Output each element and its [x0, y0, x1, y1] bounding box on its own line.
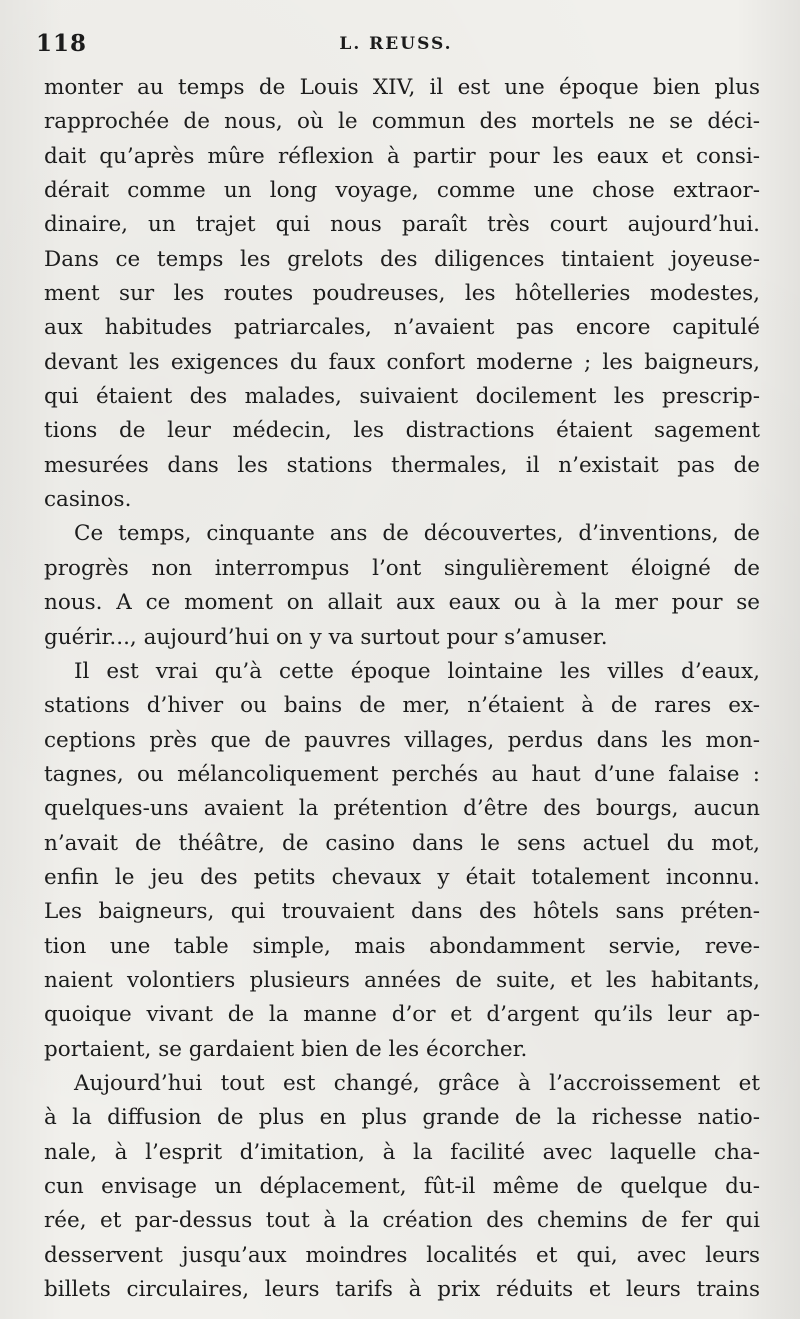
paragraph-first-line: Aujourd’hui tout est changé, grâce à l’accroissement et [74, 1070, 760, 1096]
text-line: tions de leur médecin, les distractions étaient sagement [44, 418, 760, 444]
text-line: dérait comme un long voyage, comme une chose extraor- [44, 178, 760, 204]
text-line: cun envisage un déplacement, fût-il même de quelque du- [44, 1174, 760, 1199]
text-line: stations d’hiver ou bains de mer, n’étaient à de rares ex- [44, 693, 760, 719]
paragraph-first-line: Il est vrai qu’à cette époque lointaine les villes d’eaux, [74, 658, 760, 684]
text-line: casinos. [44, 487, 132, 513]
text-line: nous. A ce moment on allait aux eaux ou à la mer pour se [44, 590, 760, 616]
page-number: 118 [36, 30, 88, 57]
text-line: enfin le jeu des petits chevaux y était totalement inconnu. [44, 864, 760, 890]
text-line: Les baigneurs, qui trouvaient dans des hôtels sans préten- [44, 899, 760, 925]
paragraph-first-line: Ce temps, cinquante ans de découvertes, d’inventions, de [74, 521, 760, 547]
text-line: mesurées dans les stations thermales, il n’existait pas de [44, 452, 760, 478]
text-line: portaient, se gardaient bien de les écorcher. [44, 1036, 528, 1062]
text-line: naient volontiers plusieurs années de suite, et les habitants, [44, 967, 760, 993]
text-line: quelques-uns avaient la prétention d’être des bourgs, aucun [44, 796, 760, 822]
text-line: dait qu’après mûre réflexion à partir pour les eaux et consi- [44, 143, 760, 169]
running-head [36, 30, 756, 60]
text-line: nale, à l’esprit d’imitation, à la facilité avec laquelle cha- [44, 1139, 760, 1165]
body-text [44, 71, 760, 1307]
text-line: progrès non interrompus l’ont singulièrement éloigné de [44, 555, 760, 581]
text-line: billets circulaires, leurs tarifs à prix réduits et leurs trains [44, 1277, 760, 1303]
text-line: devant les exigences du faux confort moderne ; les baigneurs, [44, 349, 760, 375]
text-line: rapprochée de nous, où le commun des mortels ne se déci- [44, 109, 760, 135]
text-line: n’avait de théâtre, de casino dans le sens actuel du mot, [44, 830, 760, 856]
text-line: rée, et par-dessus tout à la création des chemins de fer qui [44, 1208, 760, 1234]
text-line: monter au temps de Louis XIV, il est une époque bien plus [44, 75, 760, 100]
running-head-author: L. REUSS. [339, 34, 453, 54]
text-line: guérir..., aujourd’hui on y va surtout pour s’amuser. [44, 624, 608, 650]
text-line: quoique vivant de la manne d’or et d’argent qu’ils leur ap- [44, 1002, 760, 1028]
text-line: dinaire, un trajet qui nous paraît très court aujourd’hui. [44, 212, 760, 238]
text-line: ment sur les routes poudreuses, les hôtelleries modestes, [44, 281, 760, 307]
text-line: ceptions près que de pauvres villages, perdus dans les mon- [44, 727, 760, 753]
text-line: Dans ce temps les grelots des diligences tintaient joyeuse- [44, 246, 760, 272]
text-line: desservent jusqu’aux moindres localités et qui, avec leurs [44, 1242, 760, 1268]
text-line: à la diffusion de plus en plus grande de la richesse natio- [44, 1105, 760, 1131]
text-line: aux habitudes patriarcales, n’avaient pas encore capitulé [44, 315, 760, 341]
text-line: qui étaient des malades, suivaient docilement les prescrip- [44, 384, 760, 410]
text-line: tion une table simple, mais abondamment servie, reve- [44, 933, 760, 959]
text-line: tagnes, ou mélancoliquement perchés au haut d’une falaise : [44, 761, 760, 787]
